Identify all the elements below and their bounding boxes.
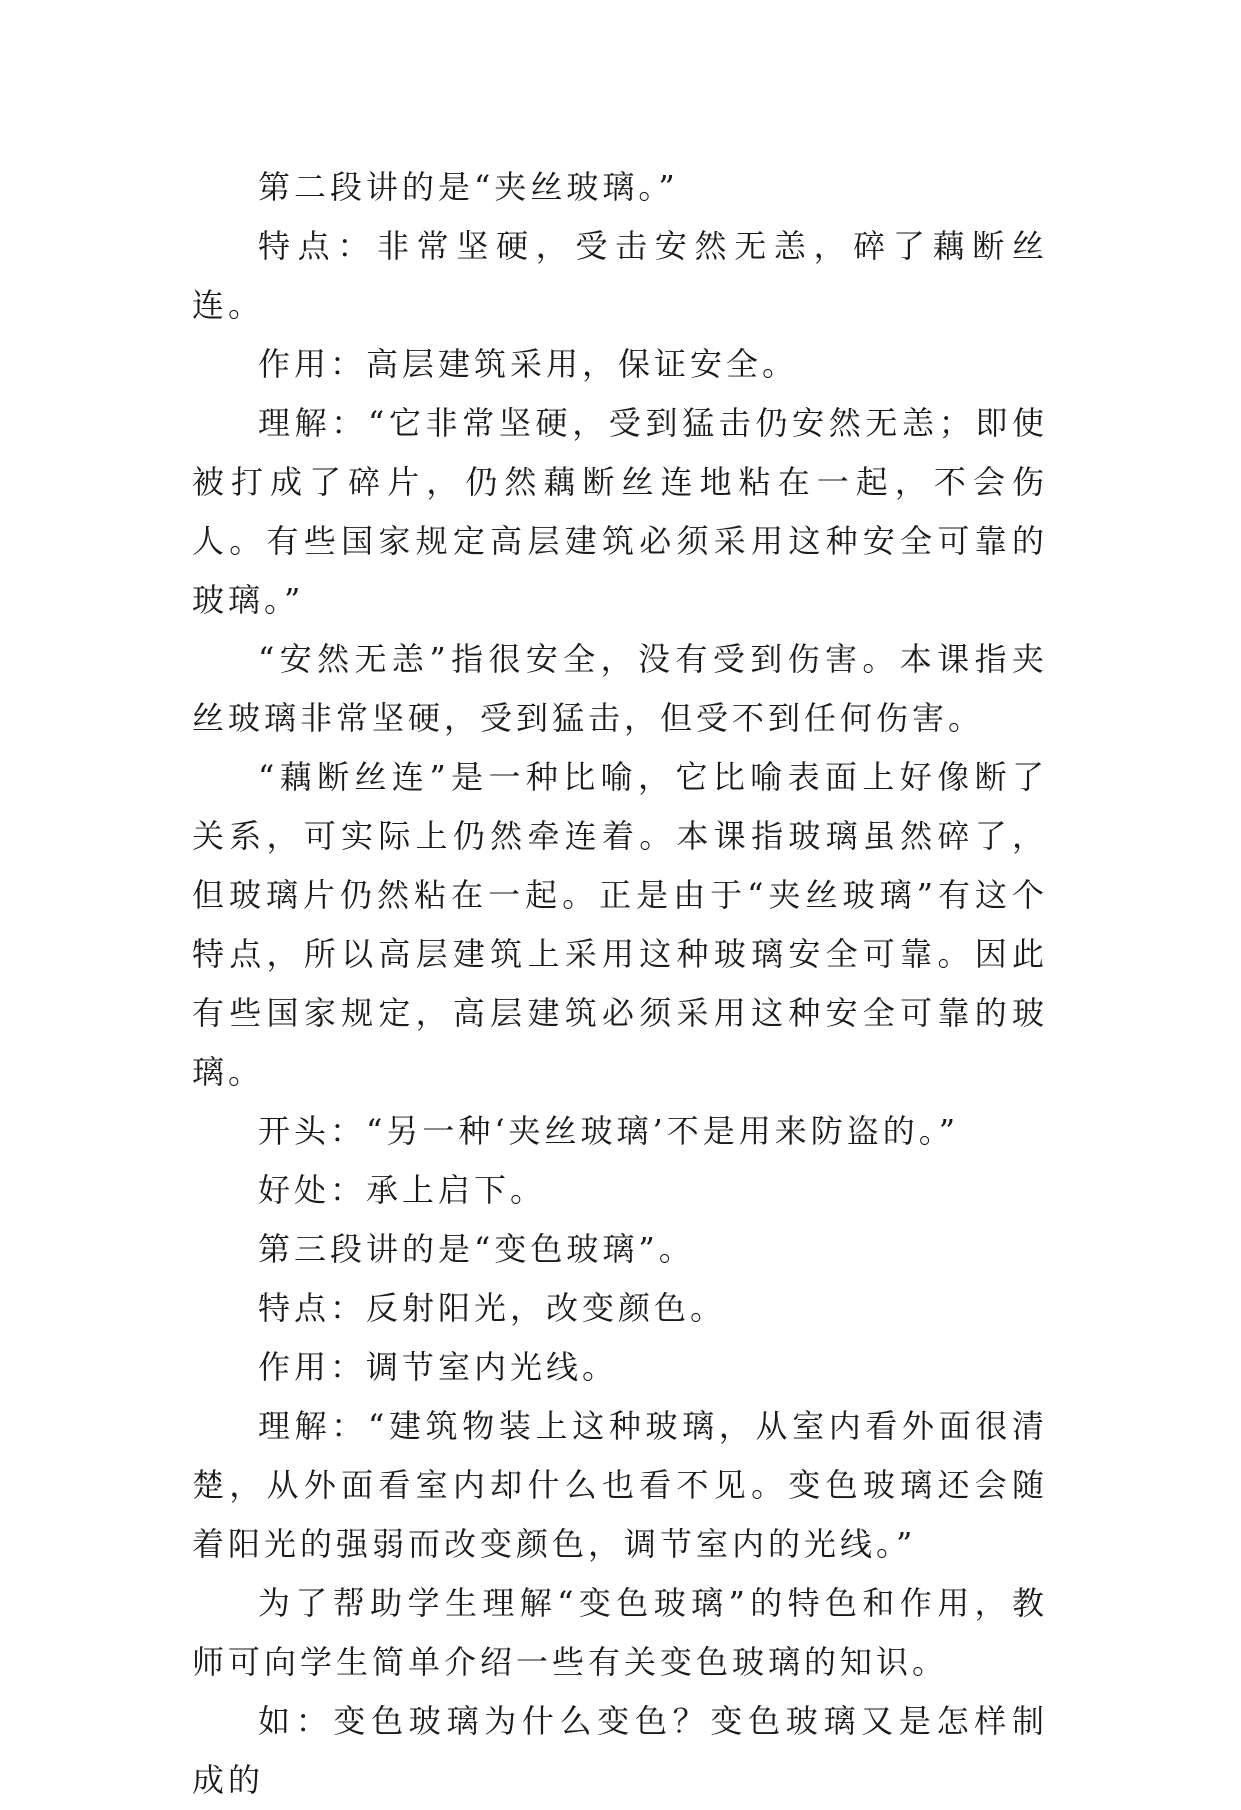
- paragraph-function: 作用：高层建筑采用，保证安全。: [258, 345, 799, 383]
- paragraph-example-question: 如：变色玻璃为什么变色？变色玻璃又是怎样制成的: [192, 1702, 1048, 1799]
- paragraph-function-color: 作用：调节室内光线。: [258, 1348, 619, 1386]
- paragraph-understanding-color: 理解：“建筑物装上这种玻璃，从室内看外面很清楚，从外面看室内却什么也看不见。变色玻璃还会随着阳光的强弱而改变颜色，调节室内的光线。”: [192, 1407, 1048, 1563]
- paragraph-section-three-heading: 第三段讲的是“变色玻璃”。: [258, 1230, 695, 1268]
- paragraph-section-two-heading: 第二段讲的是“夹丝玻璃。”: [258, 168, 679, 206]
- paragraph-feature-color: 特点：反射阳光，改变颜色。: [258, 1289, 727, 1327]
- paragraph-opening: 开头：“另一种‘夹丝玻璃’不是用来防盗的。”: [258, 1112, 960, 1150]
- paragraph-idiom-safe: “安然无恙”指很安全，没有受到伤害。本课指夹丝玻璃非常坚硬，受到猛击，但受不到任何伤害。: [192, 640, 1048, 737]
- document-body: [192, 158, 1048, 1810]
- paragraph-understanding: 理解：“它非常坚硬，受到猛击仍安然无恙；即使被打成了碎片，仍然藕断丝连地粘在一起，不会伤人。有些国家规定高层建筑必须采用这种安全可靠的玻璃。”: [192, 404, 1048, 619]
- paragraph-idiom-lotus: “藕断丝连”是一种比喻，它比喻表面上好像断了关系，可实际上仍然牵连着。本课指玻璃虽然碎了，但玻璃片仍然粘在一起。正是由于“夹丝玻璃”有这个特点，所以高层建筑上采用这种玻璃安全可靠。因此有些国家规定，高层建筑必须采用这种安全可靠的玻璃。: [192, 758, 1048, 1091]
- paragraph-benefit: 好处：承上启下。: [258, 1171, 547, 1209]
- paragraph-feature: 特点：非常坚硬，受击安然无恙，碎了藕断丝连。: [192, 227, 1048, 324]
- paragraph-teacher-note: 为了帮助学生理解“变色玻璃”的特色和作用，教师可向学生简单介绍一些有关变色玻璃的知识。: [192, 1584, 1048, 1681]
